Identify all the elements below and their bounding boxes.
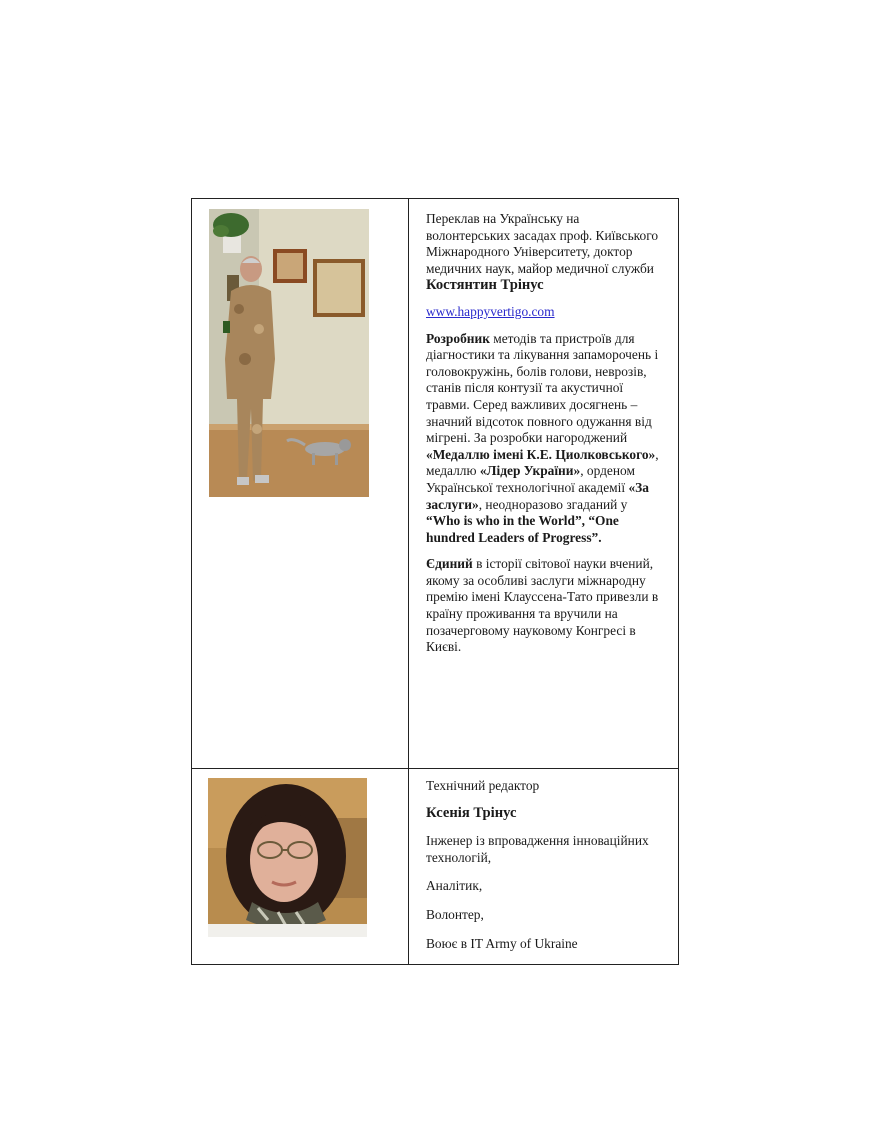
editor-photo — [208, 778, 367, 937]
medal-leader: «Лідер України» — [479, 463, 581, 479]
table-row-divider — [192, 768, 678, 769]
website-link[interactable]: www.happyvertigo.com — [426, 303, 555, 319]
translator-unique — [426, 556, 662, 656]
bio-text: методів та пристроїв для діагностики та лікування запаморочень і головокружінь, болів голови, неврозів, станів після контузії та акустичної травми. Серед важливих досягнень – значний відсоток повного одужання від мігрені. За розробки нагороджений — [426, 330, 659, 446]
unique-label: Єдиний — [426, 556, 473, 572]
ref-end: . — [598, 529, 602, 545]
table-column-divider — [408, 199, 409, 964]
bio-text: , медаллю — [426, 446, 659, 479]
editor-line-3: Волонтер, — [426, 906, 484, 922]
ref-who-is-who: “Who is who in the World” — [426, 513, 582, 529]
bio-text: , неодноразово згаданий у — [478, 496, 628, 512]
unique-text: в історії світової науки вчений, якому за особливі заслуги міжнародну премію імені Клауссена-Тато привезли в країну проживання та вручили на позачерговому науковому Конгресі в Києві. — [426, 556, 659, 655]
translator-info — [426, 211, 662, 666]
editor-line-4: Воює в IT Army of Ukraine — [426, 935, 578, 951]
developer-label: Розробник — [426, 330, 490, 346]
translator-intro: Переклав на Українську на волонтерських засадах проф. Київського Міжнародного Університету, доктор медичних наук, майор медичної служби — [426, 211, 659, 276]
editor-name: Ксенія Трінус — [426, 804, 517, 821]
bio-text: , орденом Української технологічної академії — [426, 463, 635, 495]
editor-line-2: Аналітик, — [426, 878, 483, 894]
translator-bio — [426, 331, 662, 547]
editor-line-1: Інженер із впровадження інноваційних технологій, — [426, 833, 649, 865]
editor-role: Технічний редактор — [426, 778, 540, 793]
translator-name: Костянтин Трінус — [426, 277, 544, 294]
translator-photo — [209, 209, 369, 497]
credits-table — [191, 198, 679, 965]
editor-info — [426, 778, 662, 952]
order-merit: «За заслуги» — [426, 479, 649, 512]
ref-leaders: “One hundred Leaders of Progress” — [426, 513, 619, 545]
medal-tsiolkovsky: «Медаллю імені К.Е. Циолковського» — [426, 446, 656, 462]
ref-separator: , — [581, 513, 589, 529]
